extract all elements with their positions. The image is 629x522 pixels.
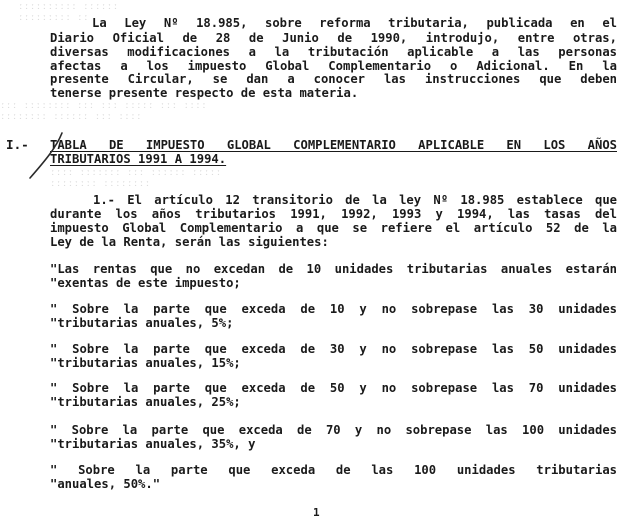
paragraph-line: impuesto Global Complementario a que se refiere el artículo 52 de la xyxy=(50,221,617,235)
bracket-line: " Sobre la parte que exceda de 50 y no sobrepase las 70 unidades xyxy=(50,381,617,395)
paragraph-line: durante los años tributarios 1991, 1992, 1993 y 1994, las tasas del xyxy=(50,207,617,221)
paragraph-line: 1.- El artículo 12 transitorio de la ley Nº 18.985 establece que xyxy=(93,193,617,207)
show-through-text: ːːːːːːːːːː ːːːːːː xyxy=(18,2,119,12)
page-number: 1 xyxy=(313,506,320,519)
intro-line: tenerse presente respecto de esta materia. xyxy=(50,86,359,100)
show-through-text: ːːː ːːːːːːːː ːːː ːːː ːːːːː ːːː ːːːː xyxy=(0,101,208,111)
bracket-line: "anuales, 50%." xyxy=(50,477,161,491)
section-title-line: TRIBUTARIOS 1991 A 1994. xyxy=(50,152,227,166)
bracket-line: "Las rentas que no excedan de 10 unidades tributarias anuales estarán xyxy=(50,262,617,276)
intro-line: Diario Oficial de 28 de Junio de 1990, introdujo, entre otras, xyxy=(50,31,617,45)
paragraph-line: Ley de la Renta, serán las siguientes: xyxy=(50,235,329,249)
bracket-line: " Sobre la parte que exceda de 70 y no sobrepase las 100 unidades xyxy=(50,423,617,437)
bracket-line: "tributarias anuales, 5%; xyxy=(50,316,234,330)
bracket-line: " Sobre la parte que exceda de las 100 unidades tributarias xyxy=(50,463,617,477)
show-through-text: ːːːːːːːː ːːːːːː ːːː ːːːː xyxy=(0,112,143,122)
bracket-line: " Sobre la parte que exceda de 10 y no sobrepase las 30 unidades xyxy=(50,302,617,316)
intro-line: afectas a los impuesto Global Complementario o Adicional. En la xyxy=(50,59,617,73)
show-through-text: ːːːːːːːːː ːː xyxy=(18,13,90,23)
bracket-line: "exentas de este impuesto; xyxy=(50,276,241,290)
show-through-text: ːːːːːːːː ːːːːːːːː xyxy=(50,179,151,189)
intro-line: diversas modificaciones a la tributación aplicable a las personas xyxy=(50,45,617,59)
bracket-line: "tributarias anuales, 35%, y xyxy=(50,437,256,451)
bracket-line: "tributarias anuales, 15%; xyxy=(50,356,241,370)
intro-line: La Ley Nº 18.985, sobre reforma tributaria, publicada en el xyxy=(92,16,617,30)
bracket-line: "tributarias anuales, 25%; xyxy=(50,395,241,409)
intro-line: presente Circular, se dan a conocer las instrucciones que deben xyxy=(50,72,617,86)
bracket-line: " Sobre la parte que exceda de 30 y no sobrepase las 50 unidades xyxy=(50,342,617,356)
show-through-text: ːːːː ːːːːːːː ːːː ːːːːːː ːːːːː xyxy=(50,168,222,178)
section-title-line: TABLA DE IMPUESTO GLOBAL COMPLEMENTARIO APLICABLE EN LOS AÑOS xyxy=(50,138,617,152)
section-number: I.- xyxy=(6,137,29,152)
